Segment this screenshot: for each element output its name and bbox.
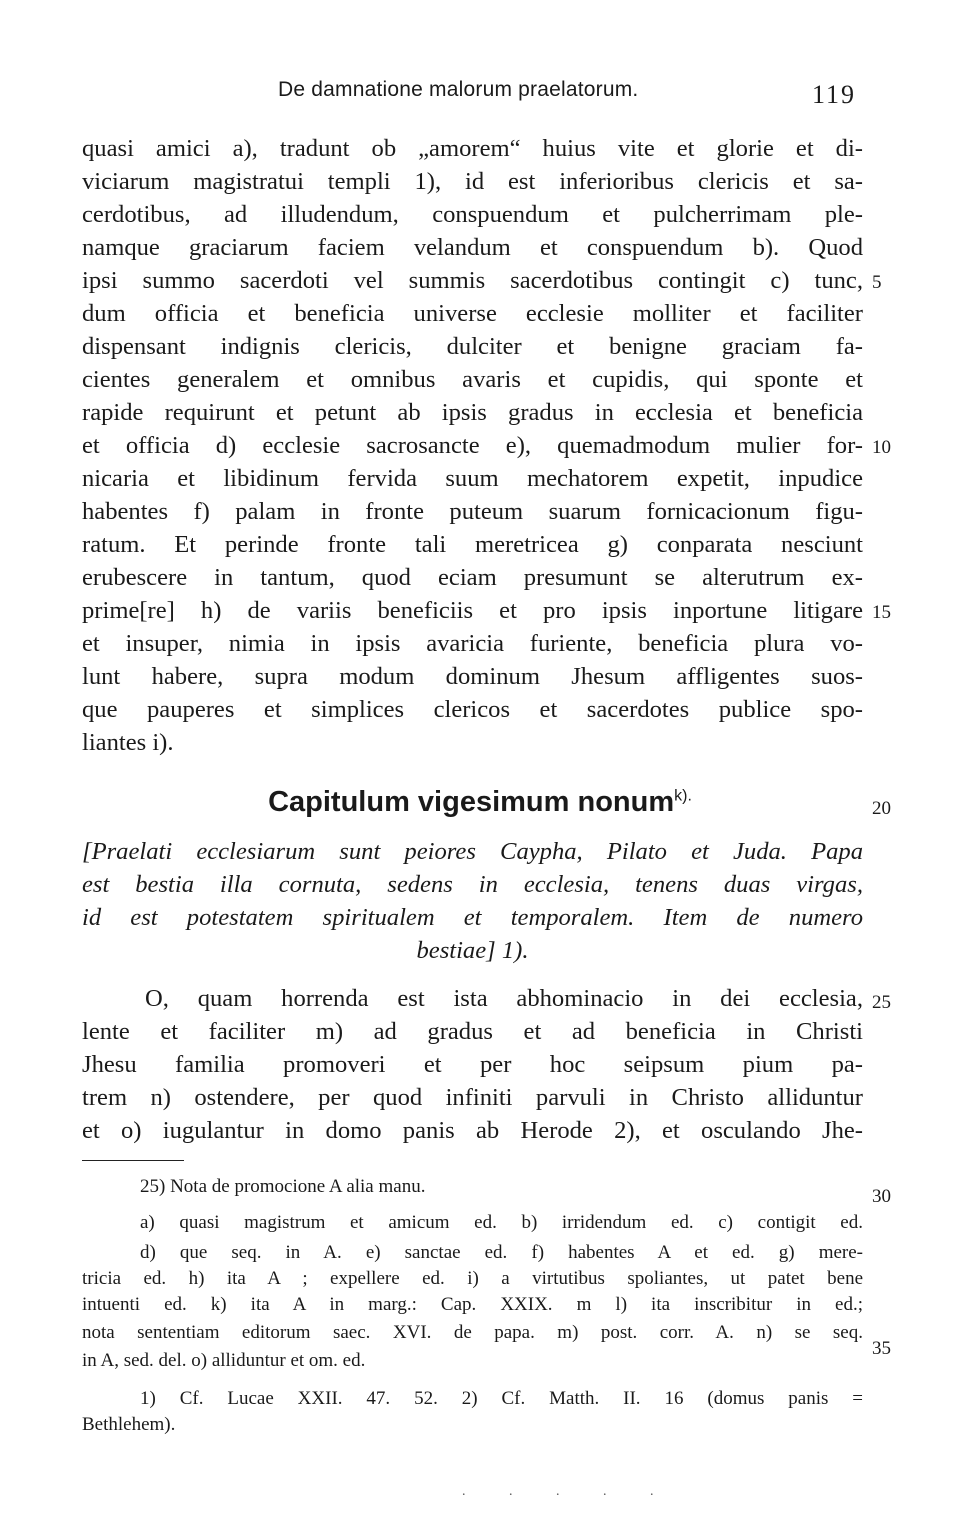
footnote-line: in A, sed. del. o) alliduntur et om. ed. bbox=[82, 1350, 366, 1371]
text-line: liantes i). bbox=[82, 729, 174, 756]
text-line: ipsi summo sacerdoti vel summis sacerdotibus contingit c) tunc, bbox=[82, 267, 863, 294]
text-line: prime[re] h) de variis beneficiis et pro ipsis inportune litigare bbox=[82, 597, 863, 624]
text-line: viciarum magistratui templi 1), id est inferioribus clericis et sa- bbox=[82, 168, 863, 195]
text-line: namque graciarum faciem velandum et conspuendum b). Quod bbox=[82, 234, 863, 261]
text-line: ratum. Et perinde fronte tali meretricea g) conparata nesciunt bbox=[82, 531, 863, 558]
text-line: O, quam horrenda est ista abhominacio in dei ecclesia, bbox=[145, 985, 863, 1012]
line-number: 30 bbox=[872, 1186, 891, 1207]
footnote-line: Bethlehem). bbox=[82, 1414, 176, 1435]
text-line: trem n) ostendere, per quod infiniti parvuli in Christo alliduntur bbox=[82, 1084, 863, 1111]
line-number: 10 bbox=[872, 437, 891, 458]
running-header: De damnatione malorum praelatorum. bbox=[278, 78, 639, 101]
line-number: 15 bbox=[872, 602, 891, 623]
text-line: dispensant indignis clericis, dulciter et benigne graciam fa- bbox=[82, 333, 863, 360]
text-line: et insuper, nimia in ipsis avaricia furiente, beneficia plura vo- bbox=[82, 630, 863, 657]
footnote-separator bbox=[82, 1160, 184, 1161]
summary-line: est bestia illa cornuta, sedens in ecclesia, tenens duas virgas, bbox=[82, 871, 863, 898]
text-line: rapide requirunt et petunt ab ipsis gradus in ecclesia et beneficia bbox=[82, 399, 863, 426]
summary-line: bestiae] 1). bbox=[416, 937, 529, 964]
text-line: lente et faciliter m) ad gradus et ad beneficia in Christi bbox=[82, 1018, 863, 1045]
footnote-line: tricia ed. h) ita A ; expellere ed. i) a virtutibus spoliantes, ut patet bene bbox=[82, 1268, 863, 1289]
footnote-line: intuenti ed. k) ita A in marg.: Cap. XXIX. m l) ita inscribitur in ed.; bbox=[82, 1294, 863, 1315]
chapter-footnote-mark: k). bbox=[674, 787, 692, 805]
text-line: dum officia et beneficia universe ecclesie molliter et faciliter bbox=[82, 300, 863, 327]
text-line: lunt habere, supra modum dominum Jhesum affligentes suos- bbox=[82, 663, 863, 690]
footnote-line: 25) Nota de promocione A alia manu. bbox=[140, 1176, 426, 1197]
footnote-line: 1) Cf. Lucae XXII. 47. 52. 2) Cf. Matth. II. 16 (domus panis = bbox=[140, 1388, 863, 1409]
footnote-line: nota sententiam editorum saec. XVI. de papa. m) post. corr. A. n) se seq. bbox=[82, 1322, 863, 1343]
summary-line: [Praelati ecclesiarum sunt peiores Caypha, Pilato et Juda. Papa bbox=[82, 838, 863, 865]
text-line: quasi amici a), tradunt ob „amorem“ huius vite et glorie et di- bbox=[82, 135, 863, 162]
page-number: 119 bbox=[812, 80, 857, 109]
text-line: habentes f) palam in fronte puteum suarum fornicacionum figu- bbox=[82, 498, 863, 525]
line-number: 20 bbox=[872, 798, 891, 819]
text-line: cerdotibus, ad illudendum, conspuendum et pulcherrimam ple- bbox=[82, 201, 863, 228]
text-line: et o) iugulantur in domo panis ab Herode 2), et osculando Jhe- bbox=[82, 1117, 863, 1144]
line-number: 5 bbox=[872, 272, 882, 293]
summary-line: id est potestatem spiritualem et temporalem. Item de numero bbox=[82, 904, 863, 931]
text-line: et officia d) ecclesie sacrosancte e), quemadmodum mulier for- bbox=[82, 432, 863, 459]
chapter-heading bbox=[0, 786, 960, 819]
line-number: 25 bbox=[872, 992, 891, 1013]
text-line: Jhesu familia promoveri et per hoc seipsum pium pa- bbox=[82, 1051, 863, 1078]
chapter-title: Capitulum vigesimum nonum bbox=[268, 786, 675, 818]
text-line: cientes generalem et omnibus avaris et cupidis, qui sponte et bbox=[82, 366, 863, 393]
text-line: nicaria et libidinum fervida suum mechatorem expetit, inpudice bbox=[82, 465, 863, 492]
footnote-line: d) que seq. in A. e) sanctae ed. f) habentes A et ed. g) mere- bbox=[140, 1242, 863, 1263]
text-line: que pauperes et simplices clericos et sacerdotes publice spo- bbox=[82, 696, 863, 723]
footnote-line: a) quasi magistrum et amicum ed. b) irridendum ed. c) contigit ed. bbox=[140, 1212, 863, 1233]
text-line: erubescere in tantum, quod eciam presumunt se alterutrum ex- bbox=[82, 564, 863, 591]
line-number: 35 bbox=[872, 1338, 891, 1359]
faint-dots-mark: . . . . . bbox=[462, 1484, 674, 1499]
